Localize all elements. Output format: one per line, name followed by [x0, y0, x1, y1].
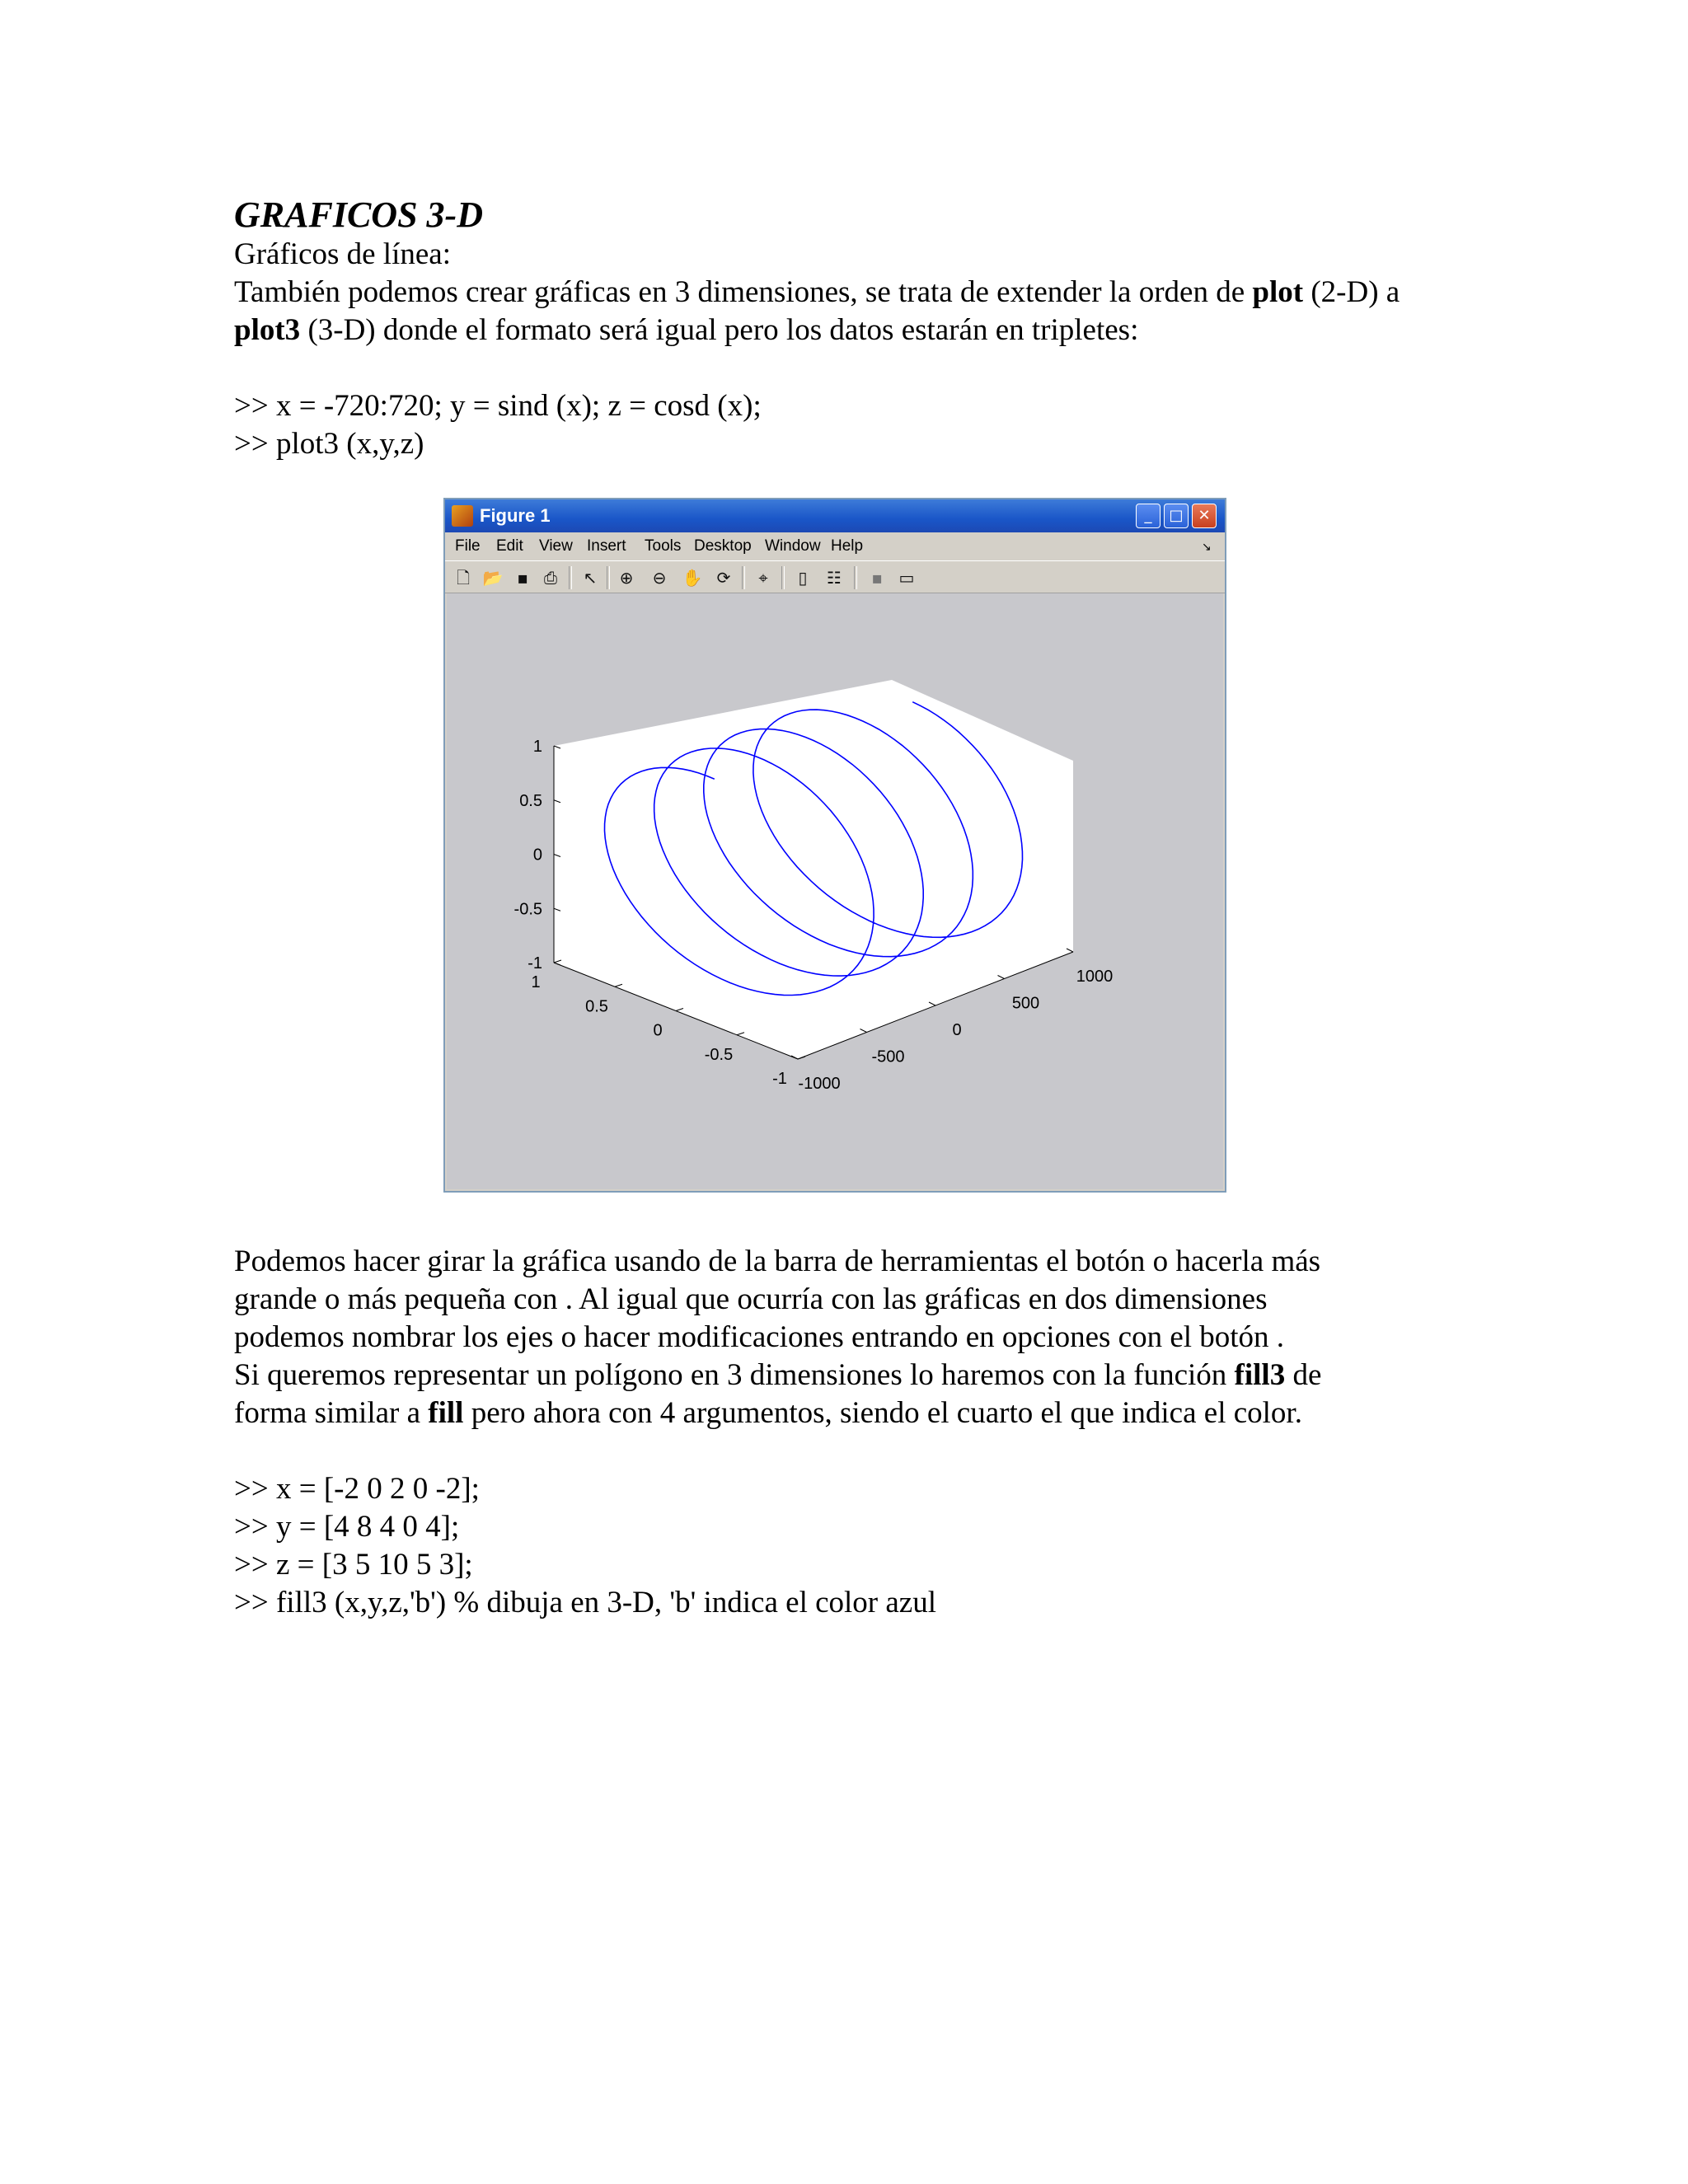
- paragraph-line: [234, 1357, 1470, 1394]
- hide-plot-tools-icon[interactable]: ▪: [871, 568, 883, 588]
- window-titlebar[interactable]: [445, 499, 1225, 532]
- axes-box: [554, 680, 1073, 1059]
- paragraph-line: podemos nombrar los ejes o hacer modificaciones entrando en opciones con el botón .: [234, 1320, 1285, 1354]
- intro-text-2: (2-D) a: [1303, 275, 1400, 309]
- code-line: >> x = -720:720; y = sind (x); z = cosd (x);: [234, 389, 762, 423]
- plot-keyword: plot: [1252, 275, 1304, 309]
- toolbar-separator: [781, 566, 785, 589]
- intro-section: [234, 194, 1470, 463]
- menu-help[interactable]: Help: [831, 537, 864, 555]
- show-plot-tools-icon[interactable]: ▭: [898, 568, 915, 588]
- z-tick-label: 1: [532, 738, 542, 756]
- legend-icon[interactable]: ☷: [827, 568, 842, 588]
- code-line: >> plot3 (x,y,z): [234, 427, 424, 461]
- z-tick-label: 0: [532, 846, 542, 865]
- zoom-in-icon[interactable]: ⊕: [619, 568, 634, 588]
- open-folder-icon[interactable]: 📂: [482, 568, 504, 588]
- subtitle: Gráficos de línea:: [234, 237, 451, 271]
- body-section: [234, 1243, 1470, 1622]
- x-tick-label: 1000: [1076, 968, 1114, 986]
- y-tick-label: -1: [772, 1070, 787, 1088]
- menu-edit[interactable]: Edit: [496, 537, 523, 555]
- plot3-keyword: plot3: [234, 313, 301, 347]
- figure-toolbar: [445, 560, 1225, 593]
- x-tick-label: -500: [871, 1047, 905, 1066]
- x-tick-label: 500: [1011, 994, 1040, 1013]
- z-tick-label: 0.5: [519, 791, 542, 810]
- close-icon[interactable]: ✕: [1192, 504, 1217, 528]
- y-tick-label: 1: [531, 973, 541, 991]
- text-span: forma similar a: [234, 1396, 429, 1430]
- plot3-chart[interactable]: [447, 593, 1223, 1189]
- toolbar-separator: [854, 566, 857, 589]
- toolbar-separator: [569, 566, 572, 589]
- menu-file[interactable]: File: [455, 537, 481, 555]
- window-title: Figure 1: [480, 505, 551, 526]
- intro-text-1: También podemos crear gráficas en 3 dimensiones, se trata de extender la orden de: [234, 275, 1253, 309]
- text-span: de: [1285, 1358, 1322, 1392]
- page-title: GRAFICOS 3-D: [234, 194, 483, 235]
- code-line: >> fill3 (x,y,z,'b') % dibuja en 3-D, 'b' indica el color azul: [234, 1586, 936, 1619]
- code-line: >> y = [4 8 4 0 4];: [234, 1510, 460, 1544]
- new-file-icon[interactable]: 🗋: [456, 568, 471, 588]
- dock-arrow-icon[interactable]: ↘: [1202, 540, 1212, 553]
- matlab-icon: [452, 505, 473, 527]
- figure-window: [443, 498, 1226, 1193]
- zoom-out-icon[interactable]: ⊖: [652, 568, 667, 588]
- plot-area: [447, 593, 1223, 1189]
- menu-view[interactable]: View: [539, 537, 573, 555]
- menu-window[interactable]: Window: [765, 537, 821, 555]
- fill-keyword: fill: [428, 1396, 464, 1430]
- menu-desktop[interactable]: Desktop: [694, 537, 752, 555]
- menu-insert[interactable]: Insert: [587, 537, 626, 555]
- y-tick-label: 0.5: [585, 997, 608, 1016]
- toolbar-separator: [607, 566, 610, 589]
- colorbar-icon[interactable]: ▯: [798, 568, 808, 588]
- code-line: >> x = [-2 0 2 0 -2];: [234, 1472, 480, 1506]
- print-icon[interactable]: ⎙: [544, 568, 557, 588]
- y-tick-label: -0.5: [704, 1045, 734, 1064]
- minimize-icon[interactable]: _: [1136, 504, 1160, 528]
- z-tick-label: -0.5: [513, 900, 542, 919]
- z-tick-label: -1: [528, 954, 542, 972]
- fill3-keyword: fill3: [1234, 1358, 1286, 1392]
- menu-bar: [445, 534, 1225, 559]
- x-tick-label: 0: [952, 1021, 962, 1039]
- paragraph-line: grande o más pequeña con . Al igual que ocurría con las gráficas en dos dimensiones: [234, 1282, 1268, 1316]
- toolbar-separator: [742, 566, 745, 589]
- data-cursor-icon[interactable]: ⌖: [758, 568, 768, 588]
- paragraph-line: Podemos hacer girar la gráfica usando de la barra de herramientas el botón o hacerla más: [234, 1244, 1321, 1278]
- text-span: pero ahora con 4 argumentos, siendo el cuarto el que indica el color.: [463, 1396, 1302, 1430]
- maximize-icon[interactable]: □: [1164, 504, 1189, 528]
- pointer-icon[interactable]: ↖: [583, 568, 598, 588]
- menu-tools[interactable]: Tools: [645, 537, 682, 555]
- intro-paragraph: [234, 274, 1446, 349]
- y-tick-label: 0: [653, 1021, 663, 1040]
- x-tick-label: -1000: [798, 1075, 841, 1093]
- pan-hand-icon[interactable]: ✋: [682, 568, 703, 588]
- save-icon[interactable]: ▪: [517, 568, 528, 588]
- code-line: >> z = [3 5 10 5 3];: [234, 1548, 473, 1582]
- text-span: Si queremos representar un polígono en 3 dimensiones lo haremos con la función: [234, 1358, 1235, 1392]
- paragraph-line: [234, 1394, 1470, 1432]
- intro-text-3: (3-D) donde el formato será igual pero los datos estarán en tripletes:: [300, 313, 1139, 347]
- rotate-3d-icon[interactable]: ⟳: [716, 568, 731, 588]
